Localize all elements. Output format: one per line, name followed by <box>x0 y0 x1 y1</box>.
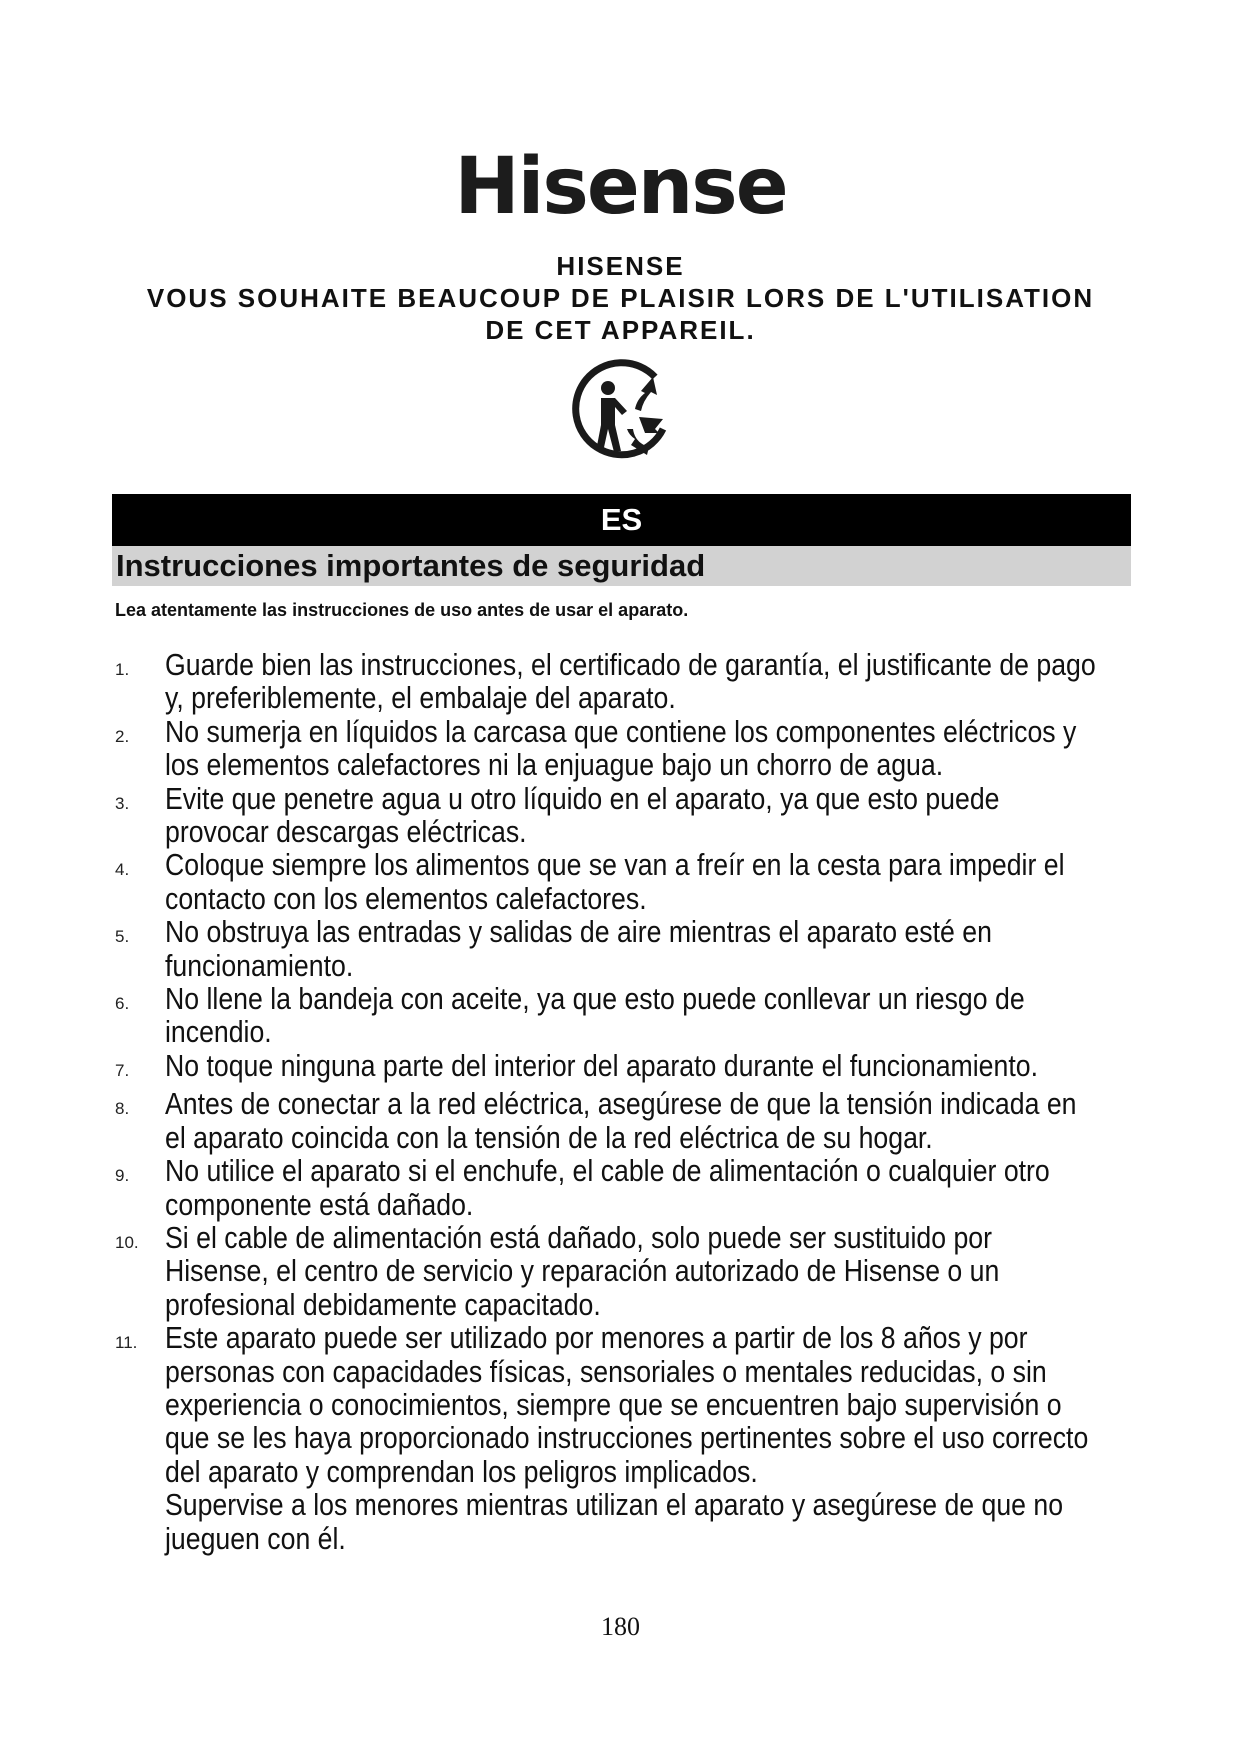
item-number: 4. <box>115 860 130 880</box>
triman-recycling-icon <box>569 355 681 467</box>
item-text-line: provocar descargas eléctricas. <box>165 814 527 850</box>
item-number: 9. <box>115 1166 130 1186</box>
hisense-logo: Hisense <box>454 142 787 232</box>
intro-text: Lea atentamente las instrucciones de uso antes de usar el aparato. <box>115 600 689 620</box>
item-text-line: del aparato y comprendan los peligros implicados. <box>165 1453 758 1489</box>
list-item <box>115 715 1145 782</box>
list-item <box>115 648 1145 715</box>
item-text-line: No llene la bandeja con aceite, ya que esto puede conllevar un riesgo de <box>165 981 1025 1017</box>
item-text-line: que se les haya proporcionado instrucciones pertinentes sobre el uso correcto <box>165 1420 1089 1456</box>
item-number: 3. <box>115 793 130 813</box>
item-number: 6. <box>115 994 130 1014</box>
item-text-line: Supervise a los menores mientras utilizan el aparato y asegúrese de que no <box>165 1487 1064 1523</box>
item-text-line: personas con capacidades físicas, sensoriales o mentales reducidas, o sin <box>165 1353 1047 1389</box>
item-text-line: componente está dañado. <box>165 1186 474 1222</box>
item-text-line: jueguen con él. <box>165 1520 346 1556</box>
list-item <box>115 848 1145 915</box>
item-text-line: No utilice el aparato si el enchufe, el cable de alimentación o cualquier otro <box>165 1153 1050 1189</box>
greeting-line-2: VOUS SOUHAITE BEAUCOUP DE PLAISIR LORS DE L'UTILISATION <box>146 283 1095 313</box>
section-title: Instrucciones importantes de seguridad <box>112 546 1131 586</box>
item-text-line: y, preferiblemente, el embalaje del aparato. <box>165 680 676 716</box>
item-text-line: Hisense, el centro de servicio y reparación autorizado de Hisense o un <box>165 1253 1000 1289</box>
item-number: 2. <box>115 726 130 746</box>
list-item <box>115 782 1145 849</box>
item-text-line: Si el cable de alimentación está dañado, solo puede ser sustituido por <box>165 1219 992 1255</box>
item-text-line: contacto con los elementos calefactores. <box>165 880 647 916</box>
item-number: 8. <box>115 1099 130 1119</box>
item-text-line: el aparato coincida con la tensión de la red eléctrica de su hogar. <box>165 1119 933 1155</box>
item-text-line: experiencia o conocimientos, siempre que se encuentren bajo supervisión o <box>165 1386 1062 1422</box>
item-text-line: No sumerja en líquidos la carcasa que contiene los componentes eléctricos y <box>165 713 1077 749</box>
page-number: 180 <box>601 1612 640 1641</box>
item-text-line: Guarde bien las instrucciones, el certificado de garantía, el justificante de pago <box>165 647 1096 682</box>
item-number: 10. <box>115 1232 139 1252</box>
item-number: 5. <box>115 927 130 947</box>
list-item <box>115 1049 1145 1087</box>
language-bar: ES <box>112 494 1131 546</box>
list-item <box>115 1087 1145 1154</box>
item-text-line: funcionamiento. <box>165 947 354 983</box>
greeting-line-3: DE CET APPAREIL. <box>485 315 756 345</box>
item-text-line: Evite que penetre agua u otro líquido en el aparato, ya que esto puede <box>165 780 1000 816</box>
item-number: 7. <box>115 1060 130 1080</box>
item-text-line: Coloque siempre los alimentos que se van a freír en la cesta para impedir el <box>165 847 1065 883</box>
list-item <box>115 1154 1145 1221</box>
greeting-line-1: HISENSE <box>556 251 685 281</box>
item-text-line: No toque ninguna parte del interior del aparato durante el funcionamiento. <box>165 1047 1038 1083</box>
item-text-line: Antes de conectar a la red eléctrica, asegúrese de que la tensión indicada en <box>165 1086 1077 1122</box>
item-text-line: incendio. <box>165 1014 272 1050</box>
list-item <box>115 1321 1145 1555</box>
item-text-line: profesional debidamente capacitado. <box>165 1286 601 1322</box>
item-number: 1. <box>115 660 130 679</box>
greeting-header <box>0 250 1241 346</box>
list-item <box>115 915 1145 982</box>
list-item <box>115 1221 1145 1321</box>
item-number: 11. <box>115 1333 138 1353</box>
item-text-line: No obstruya las entradas y salidas de aire mientras el aparato esté en <box>165 914 992 950</box>
item-text-line: Este aparato puede ser utilizado por menores a partir de los 8 años y por <box>165 1320 1028 1356</box>
item-text-line: los elementos calefactores ni la enjuague bajo un chorro de agua. <box>165 747 944 783</box>
safety-instructions-list <box>115 648 1145 1555</box>
list-item <box>115 982 1145 1049</box>
